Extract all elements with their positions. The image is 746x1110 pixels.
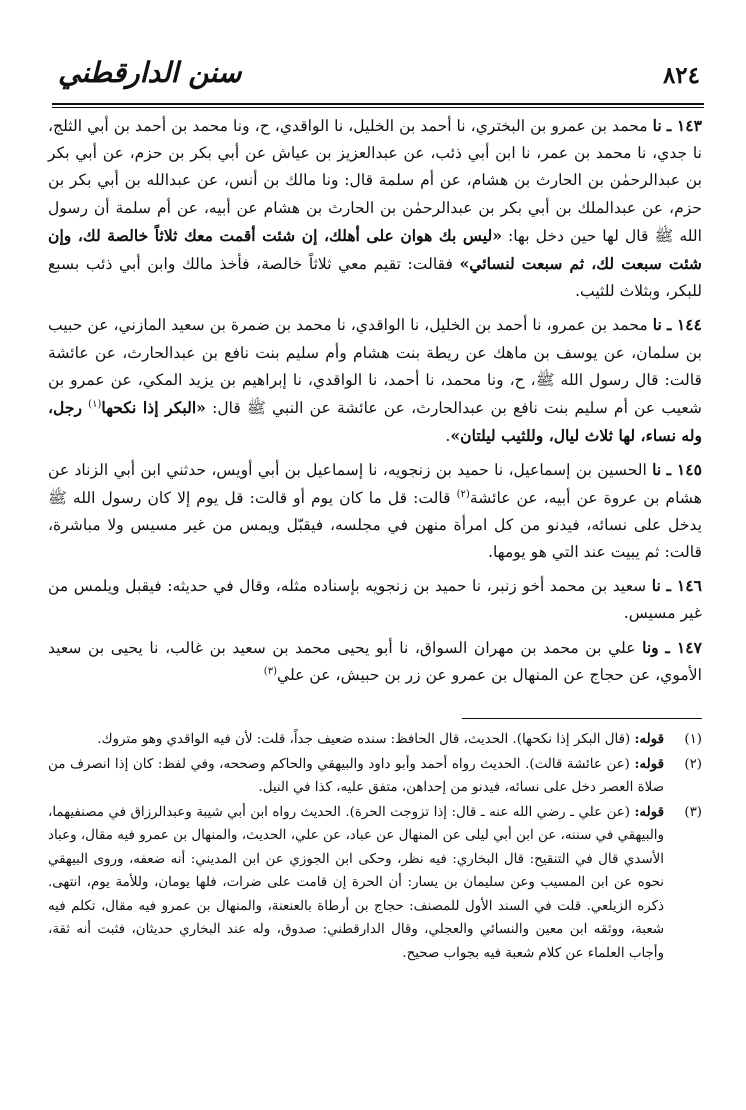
hadith-number: ١٤٣ ـ bbox=[666, 116, 702, 135]
hadith-continuation: فقالت: تقيم معي ثلاثاً خالصة، فأخذ مالك وابن أبي ذئب بسبع للبكر، وبثلاث للثيب. bbox=[48, 255, 702, 301]
page-header bbox=[52, 58, 704, 98]
hadith-146 bbox=[48, 572, 702, 627]
footnote-divider bbox=[462, 718, 702, 719]
narration-marker: نا bbox=[652, 315, 662, 335]
footnote-text bbox=[48, 753, 664, 800]
hadith-isnad: علي بن محمد بن مهران السواق، نا أبو يحيى محمد بن سعيد بن غالب، نا يحيى بن سعيد الأموي، عن حجاج عن المنهال بن عمرو عن زر بن حبيش، عن علي bbox=[48, 638, 702, 684]
footnote-label: قوله: bbox=[634, 755, 665, 772]
hadith-isnad: سعيد بن محمد أخو زنبر، نا حميد بن زنجويه بإسناده مثله، وقال في حديثه: فيقبل ويلمس من غير مسيس. bbox=[48, 577, 702, 623]
narration-marker: نا bbox=[652, 116, 662, 135]
narration-marker: ونا bbox=[642, 637, 659, 657]
hadith-number: ١٤٥ ـ bbox=[666, 460, 702, 480]
hadith-text: قالت: قل ما كان يوم أو قالت: قل يوم إلا كان رسول الله ﷺ يدخل على نسائه، فيدنو من كل امرأة منهن في مجلسه، فيقبّل ويمس من غير مسيس ولا مباشرة، قالت: ثم يبيت عند التي هو يومها. bbox=[48, 488, 702, 562]
footnote-number: (٣) bbox=[684, 804, 702, 820]
footnote-ref-2[interactable]: (٢) bbox=[456, 488, 470, 500]
narration-marker: نا bbox=[652, 460, 662, 480]
hadith-143 bbox=[48, 112, 702, 305]
footnotes bbox=[48, 728, 702, 966]
footnote-label: قوله: bbox=[634, 731, 664, 747]
hadith-number: ١٤٦ ـ bbox=[666, 576, 702, 596]
footnote-text bbox=[48, 801, 664, 966]
footnote-ref-3[interactable]: (٣) bbox=[263, 665, 277, 677]
header-rule bbox=[52, 103, 704, 105]
footnote-3 bbox=[48, 801, 702, 966]
hadith-matn: «البكر إذا نكحها bbox=[101, 398, 206, 418]
footnote-text bbox=[48, 728, 664, 752]
hadith-isnad: الحسين بن إسماعيل، نا حميد بن زنجويه، نا إسماعيل بن أبي أويس، حدثني ابن أبي الزناد عن هشام بن عروة عن أبيه، عن عائشة bbox=[48, 461, 703, 507]
hadith-matn-continued: رجل، وله نساء، لها ثلاث ليال، وللثيب ليلتان» bbox=[48, 398, 702, 446]
hadith-number: ١٤٤ ـ bbox=[666, 315, 702, 335]
hadith-matn: «ليس بك هوان على أهلك، إن شئت أقمت معك ثلاثاً خالصة لك، وإن شئت سبعت لك، ثم سبعت لنسائي» bbox=[48, 225, 702, 274]
footnote-ref-1[interactable]: (١) bbox=[88, 398, 102, 410]
hadith-isnad: محمد بن عمرو، نا أحمد بن الخليل، نا الواقدي، نا محمد بن ضمرة بن سعيد المازني، عن حبيب بن سلمان، عن يوسف بن ماهك عن ريطة بنت هشام وأم سليم بنت نافع بن عبدالحارث، عن عائشة قالت: قال رسول الله ﷺ، ح، ونا محمد، نا أحمد، نا الواقدي، نا إبراهيم بن يزيد المكي، عن عمرو بن شعيب عن أم سليم بنت نافع بن عبدالحارث، عن عائشة عن النبي ﷺ قال: bbox=[48, 316, 702, 418]
hadith-continuation: . bbox=[445, 427, 451, 446]
footnote-1 bbox=[48, 728, 702, 752]
footnote-label: قوله: bbox=[634, 803, 665, 820]
narration-marker: نا bbox=[651, 576, 661, 596]
page-number: ٨٢٤ bbox=[662, 62, 700, 89]
footnote-body: (عن عائشة قالت). الحديث رواه أحمد وأبو داود والبيهقي والحاكم وصححه، وفي لفظ: كان إذا انصرف من صلاة العصر دخل على نسائه، فيدنو من إحداهن، متفق عليه، كذا في النيل. bbox=[48, 756, 664, 795]
footnote-body: (قال البكر إذا نكحها). الحديث، قال الحافظ: سنده ضعيف جداً، قلت: لأن فيه الواقدي وهو متروك. bbox=[97, 732, 631, 747]
main-text bbox=[48, 112, 702, 689]
hadith-145 bbox=[48, 456, 702, 566]
footnote-body: (عن علي ـ رضي الله عنه ـ قال: إذا تزوجت الحرة). الحديث رواه ابن أبي شيبة وعبدالرزاق في مصنفيهما، والبيهقي في سننه، عن ابن أبي ليلى عن المنهال عن عباد، عن علي، الحديث، والمنهال بن عمرو فيه مقال، وعباد الأسدي قال في التنقيح: قال البخاري: فيه نظر، وحكى ابن الجوزي عن ابن المديني: أنه ضعفه، وروى البيهقي نحوه عن ابن المسيب وعن سليمان بن يسار: أن الحرة إن قامت على ضرات، فلها يومان، وللأمة يوم، انتهى. ذكره الزيلعي. قلت في السند الأول للمصنف: حجاج بن أرطاة بالعنعنة، والمنهال بن عمرو فيه مقال، تكلم فيه شعبة، ووثقه ابن معين والنسائي والعجلي، وقال الدارقطني: صدوق، وله عند البخاري حديثان، فثبت أنه ثقة، وأجاب العلماء عن كلام شعبة فيه بجواب صحيح. bbox=[48, 804, 664, 961]
hadith-isnad: محمد بن عمرو بن البختري، نا أحمد بن الخليل، نا الواقدي، ح، ونا محمد بن أحمد بن أبي الثلج، نا جدي، نا محمد بن عمر، نا ابن أبي ذئب، عن عبدالعزيز بن عياش عن أبي بكر بن حزم، عن أبي بكر بن عبدالرحمٰن بن الحارث بن هشام، عن أم سلمة قال: ونا مالك بن أنس، عن عبدالله بن أبي بكر بن حزم، عن عبدالملك بن أبي بكر بن عبدالرحمٰن بن الحارث بن هشام عن أبيه، عن أم سلمة أن رسول الله ﷺ قال لها حين دخل بها: bbox=[48, 117, 702, 245]
footnote-number: (١) bbox=[684, 732, 702, 747]
hadith-147 bbox=[48, 634, 702, 689]
footnote-2 bbox=[48, 753, 702, 800]
hadith-number: ١٤٧ ـ bbox=[665, 637, 702, 657]
footnote-number: (٢) bbox=[684, 756, 702, 772]
book-title: سنن الدارقطني bbox=[58, 56, 242, 89]
header-rule-thin bbox=[52, 107, 704, 108]
hadith-144 bbox=[48, 311, 702, 450]
